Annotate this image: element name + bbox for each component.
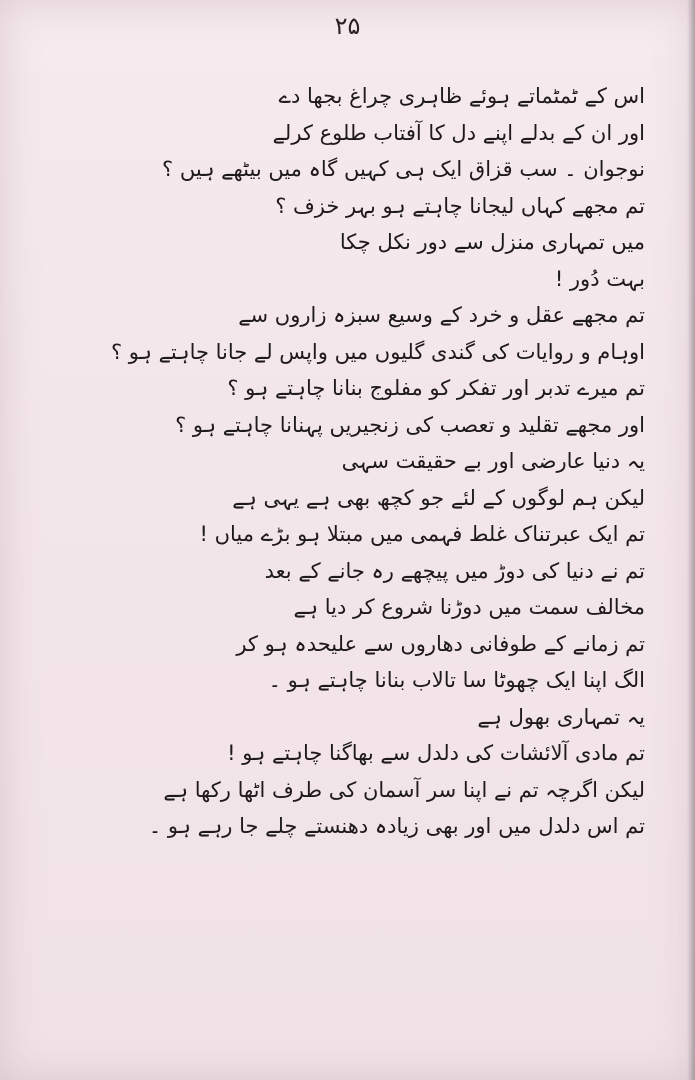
poem-line: تم مادی آلائشات کی دلدل سے بھاگنا چاہتے ہو ! xyxy=(227,741,645,765)
poem-line: تم ایک عبرتناک غلط فہمی میں مبتلا ہو بڑے میاں ! xyxy=(199,522,645,546)
poem-line: تم مجھے کہاں لیجانا چاہتے ہو بہر خزف ؟ xyxy=(275,193,645,218)
poem-line: اوہام و روایات کی گندی گلیوں میں واپس لے جانا چاہتے ہو ؟ xyxy=(110,339,645,364)
poem-line: الگ اپنا ایک چھوٹا سا تالاب بنانا چاہتے ہو ۔ xyxy=(268,668,645,692)
poem-line: لیکن اگرچہ تم نے اپنا سر آسمان کی طرف اٹھا رکھا ہے xyxy=(163,777,645,802)
poem-line: بہت دُور ! xyxy=(554,266,645,291)
poem-text-block xyxy=(40,78,645,845)
poem-line: اور مجھے تقلید و تعصب کی زنجیریں پہنانا چاہتے ہو ؟ xyxy=(175,412,645,437)
poem-line: تم مجھے عقل و خرد کے وسیع سبزہ زاروں سے xyxy=(238,303,645,327)
poem-line: یہ دنیا عارضی اور بے حقیقت سہی xyxy=(341,449,645,473)
poem-line: تم نے دنیا کی دوڑ میں پیچھے رہ جانے کے بعد xyxy=(264,558,645,583)
poem-line: یہ تمہاری بھول ہے xyxy=(477,704,645,729)
poem-line: اس کے ٹمٹماتے ہوئے ظاہری چراغ بجھا دے xyxy=(278,84,645,108)
page-edge-shadow xyxy=(687,0,695,1080)
poem-line: لیکن ہم لوگوں کے لئے جو کچھ بھی ہے یہی ہے xyxy=(232,485,645,510)
poem-line: نوجوان ۔ سب قزاق ایک ہی کہیں گاہ میں بیٹھے ہیں ؟ xyxy=(162,157,645,181)
poem-line: اور ان کے بدلے اپنے دل کا آفتاب طلوع کرلے xyxy=(272,120,645,145)
poem-line: میں تمہاری منزل سے دور نکل چکا xyxy=(339,230,645,254)
poem-line: مخالف سمت میں دوڑنا شروع کر دیا ہے xyxy=(293,595,645,619)
page-number: ۲۵ xyxy=(334,12,361,40)
poem-line: تم میرے تدبر اور تفکر کو مفلوج بنانا چاہتے ہو ؟ xyxy=(227,376,645,400)
poem-line: تم زمانے کے طوفانی دھاروں سے علیحدہ ہو کر xyxy=(236,631,645,656)
poem-line: تم اس دلدل میں اور بھی زیادہ دھنستے چلے جا رہے ہو ۔ xyxy=(148,814,645,838)
